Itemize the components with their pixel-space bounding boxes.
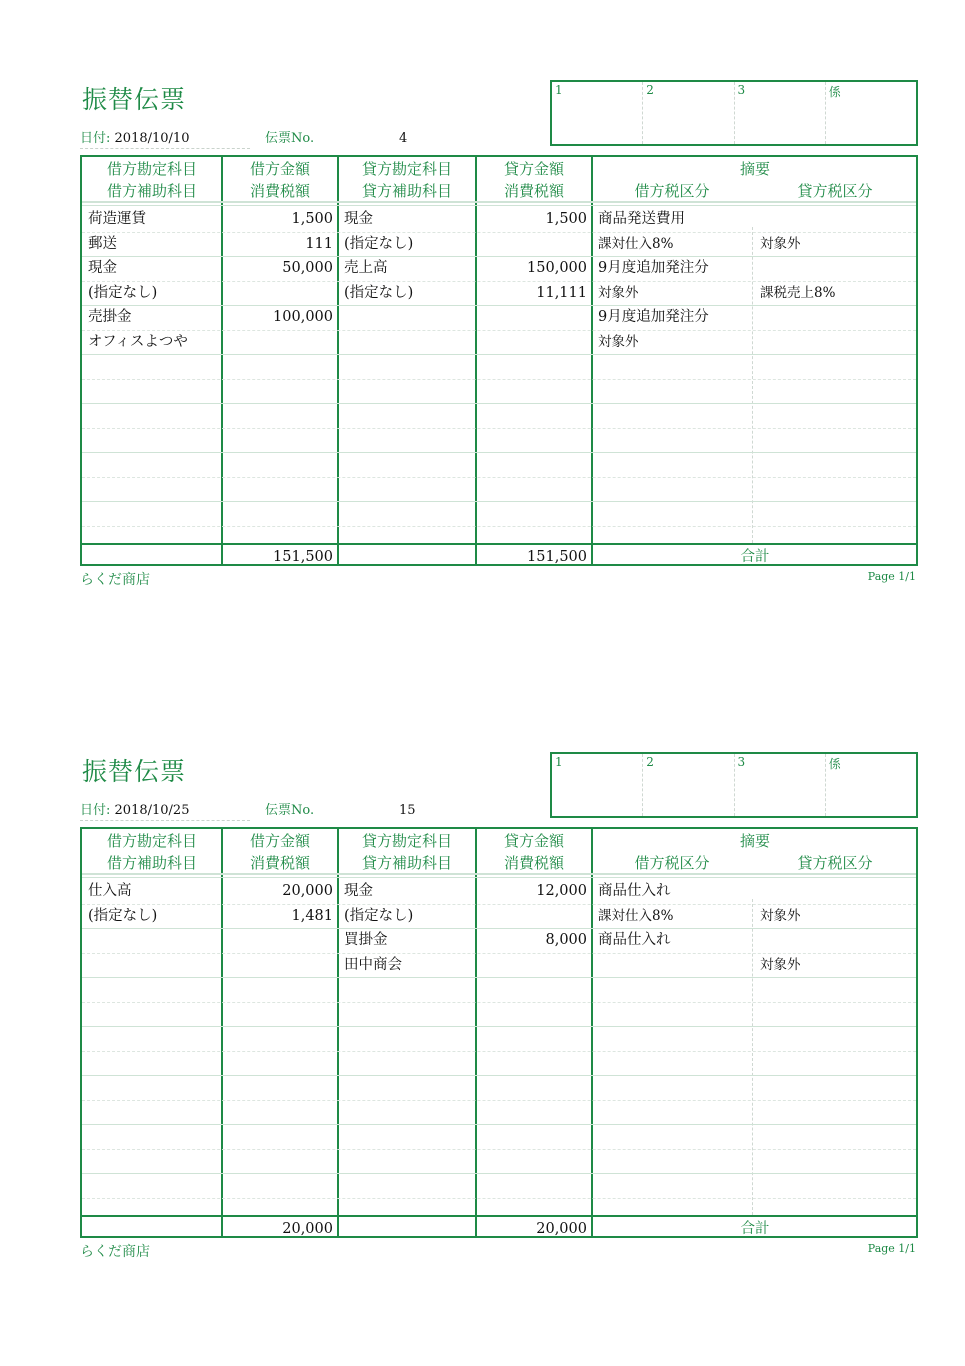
date-label: 日付: bbox=[80, 803, 111, 818]
cr-amount-cell: 8,000 bbox=[545, 932, 587, 948]
dr-account-cell: 郵送 bbox=[88, 235, 117, 252]
approval-label: 3 bbox=[737, 83, 746, 97]
dr-account-cell: 現金 bbox=[88, 260, 117, 276]
total-cr-amount: 20,000 bbox=[536, 1221, 587, 1237]
dr-amount-cell: 111 bbox=[305, 235, 333, 252]
shop-name: らくだ商店 bbox=[80, 572, 150, 588]
header-cr-account: 貸方勘定科目 bbox=[361, 160, 452, 178]
header-cr-tax-class: 貸方税区分 bbox=[797, 182, 873, 200]
row-divider bbox=[82, 501, 916, 502]
date-field bbox=[80, 802, 250, 821]
voucher-no-value: 15 bbox=[399, 803, 416, 818]
page-indicator: Page 1/1 bbox=[867, 1242, 916, 1255]
column-divider bbox=[591, 829, 593, 1236]
total-label: 合計 bbox=[740, 1221, 770, 1237]
cr-tax-class-cell: 対象外 bbox=[760, 235, 801, 252]
header-dr-tax: 消費税額 bbox=[249, 182, 310, 200]
approval-cell bbox=[826, 754, 916, 816]
dr-account-cell: 仕入高 bbox=[88, 883, 132, 899]
dr-amount-cell: 100,000 bbox=[273, 309, 333, 325]
approval-label: 1 bbox=[555, 83, 563, 97]
row-divider bbox=[82, 1198, 916, 1199]
header-cr-amount: 貸方金額 bbox=[503, 832, 564, 850]
dr-tax-class-cell: 課対仕入8% bbox=[598, 235, 674, 252]
header-dr-amount: 借方金額 bbox=[249, 160, 310, 178]
memo-divider bbox=[752, 899, 753, 1215]
header-divider bbox=[82, 205, 916, 206]
header-dr-sub: 借方補助科目 bbox=[106, 182, 197, 200]
header-cr-sub: 貸方補助科目 bbox=[361, 854, 452, 872]
row-divider bbox=[82, 477, 916, 478]
cr-tax-class-cell: 対象外 bbox=[760, 907, 801, 924]
total-dr-amount: 20,000 bbox=[282, 1221, 333, 1237]
dr-amount-cell: 20,000 bbox=[282, 883, 333, 899]
voucher bbox=[0, 80, 965, 600]
dr-amount-cell: 1,481 bbox=[291, 907, 333, 924]
cr-amount-cell: 11,111 bbox=[536, 284, 587, 301]
cr-amount-cell: 12,000 bbox=[536, 883, 587, 899]
row-divider bbox=[82, 1051, 916, 1052]
total-divider bbox=[82, 1215, 916, 1217]
date-value: 2018/10/25 bbox=[114, 803, 190, 818]
approval-label: 2 bbox=[646, 83, 654, 97]
memo-cell: 9月度追加発注分 bbox=[598, 309, 709, 325]
approval-label: 2 bbox=[646, 755, 654, 769]
voucher-no-label: 伝票No. bbox=[265, 131, 315, 146]
header-dr-sub: 借方補助科目 bbox=[106, 854, 197, 872]
voucher-no-label: 伝票No. bbox=[265, 803, 315, 818]
row-divider bbox=[82, 977, 916, 978]
dr-tax-class-cell: 対象外 bbox=[598, 284, 639, 301]
total-label: 合計 bbox=[740, 549, 770, 565]
total-cr-amount: 151,500 bbox=[527, 549, 587, 565]
row-divider bbox=[82, 428, 916, 429]
dr-account-cell: オフィスよつや bbox=[88, 333, 188, 350]
header-divider bbox=[82, 877, 916, 878]
approval-label: 係 bbox=[828, 757, 841, 771]
cr-account-cell: 売上高 bbox=[344, 260, 388, 276]
dr-tax-class-cell: 課対仕入8% bbox=[598, 907, 674, 924]
approval-label: 3 bbox=[737, 755, 746, 769]
page-indicator: Page 1/1 bbox=[867, 570, 916, 583]
cr-amount-cell: 1,500 bbox=[545, 211, 587, 227]
approval-box bbox=[550, 80, 918, 146]
header-cr-tax-class: 貸方税区分 bbox=[797, 854, 873, 872]
cr-account-cell: (指定なし) bbox=[344, 235, 414, 252]
memo-cell: 商品仕入れ bbox=[598, 932, 671, 948]
cr-account-cell: (指定なし) bbox=[344, 284, 414, 301]
total-divider bbox=[82, 543, 916, 545]
header-dr-tax-class: 借方税区分 bbox=[634, 182, 710, 200]
header-memo: 摘要 bbox=[739, 832, 770, 850]
row-divider bbox=[82, 1173, 916, 1174]
header-cr-tax: 消費税額 bbox=[503, 854, 564, 872]
memo-cell: 商品仕入れ bbox=[598, 883, 671, 899]
row-divider bbox=[82, 1149, 916, 1150]
header-dr-account: 借方勘定科目 bbox=[106, 160, 197, 178]
cr-account-cell: (指定なし) bbox=[344, 907, 414, 924]
header-cr-sub: 貸方補助科目 bbox=[361, 182, 452, 200]
dr-tax-class-cell: 対象外 bbox=[598, 333, 639, 350]
cr-account-cell: 現金 bbox=[344, 211, 373, 227]
row-divider bbox=[82, 1124, 916, 1125]
approval-cell bbox=[735, 82, 826, 144]
row-divider bbox=[82, 354, 916, 355]
approval-cell bbox=[643, 82, 734, 144]
row-divider bbox=[82, 1002, 916, 1003]
row-divider bbox=[82, 379, 916, 380]
approval-box bbox=[550, 752, 918, 818]
column-divider bbox=[591, 157, 593, 564]
row-divider bbox=[82, 452, 916, 453]
approval-cell bbox=[643, 754, 734, 816]
row-divider bbox=[82, 1075, 916, 1076]
header-memo: 摘要 bbox=[739, 160, 770, 178]
cr-amount-cell: 150,000 bbox=[527, 260, 587, 276]
voucher-no-field bbox=[265, 130, 415, 148]
cr-account-cell: 買掛金 bbox=[344, 932, 388, 948]
header-cr-amount: 貸方金額 bbox=[503, 160, 564, 178]
voucher-title: 振替伝票 bbox=[82, 757, 187, 786]
row-divider bbox=[82, 526, 916, 527]
cr-account-cell: 田中商会 bbox=[344, 956, 402, 973]
header-dr-amount: 借方金額 bbox=[249, 832, 310, 850]
row-divider bbox=[82, 330, 916, 331]
row-divider bbox=[82, 1100, 916, 1101]
cr-account-cell: 現金 bbox=[344, 883, 373, 899]
approval-label: 1 bbox=[555, 755, 563, 769]
header-dr-account: 借方勘定科目 bbox=[106, 832, 197, 850]
memo-divider bbox=[752, 227, 753, 543]
column-divider bbox=[337, 829, 339, 1236]
total-dr-amount: 151,500 bbox=[273, 549, 333, 565]
approval-cell bbox=[735, 754, 826, 816]
voucher-table bbox=[80, 827, 918, 1238]
row-divider bbox=[82, 1026, 916, 1027]
approval-cell bbox=[552, 82, 643, 144]
dr-account-cell: 荷造運賃 bbox=[88, 211, 146, 227]
voucher-no-value: 4 bbox=[399, 131, 408, 146]
cr-tax-class-cell: 課税売上8% bbox=[760, 284, 836, 301]
voucher-no-field bbox=[265, 802, 415, 820]
memo-cell: 商品発送費用 bbox=[598, 211, 685, 227]
approval-label: 係 bbox=[828, 85, 841, 99]
memo-cell: 9月度追加発注分 bbox=[598, 260, 709, 276]
voucher bbox=[0, 752, 965, 1272]
dr-account-cell: (指定なし) bbox=[88, 284, 158, 301]
voucher-title: 振替伝票 bbox=[82, 85, 187, 114]
header-cr-account: 貸方勘定科目 bbox=[361, 832, 452, 850]
header-dr-tax: 消費税額 bbox=[249, 854, 310, 872]
approval-cell bbox=[552, 754, 643, 816]
date-field bbox=[80, 130, 250, 149]
approval-cell bbox=[826, 82, 916, 144]
row-divider bbox=[82, 305, 916, 306]
cr-tax-class-cell: 対象外 bbox=[760, 956, 801, 973]
dr-amount-cell: 1,500 bbox=[291, 211, 333, 227]
header-cr-tax: 消費税額 bbox=[503, 182, 564, 200]
dr-account-cell: (指定なし) bbox=[88, 907, 158, 924]
shop-name: らくだ商店 bbox=[80, 1244, 150, 1260]
date-value: 2018/10/10 bbox=[114, 131, 190, 146]
voucher-table bbox=[80, 155, 918, 566]
date-label: 日付: bbox=[80, 131, 111, 146]
column-divider bbox=[337, 157, 339, 564]
header-dr-tax-class: 借方税区分 bbox=[634, 854, 710, 872]
dr-account-cell: 売掛金 bbox=[88, 309, 132, 325]
dr-amount-cell: 50,000 bbox=[282, 260, 333, 276]
row-divider bbox=[82, 403, 916, 404]
